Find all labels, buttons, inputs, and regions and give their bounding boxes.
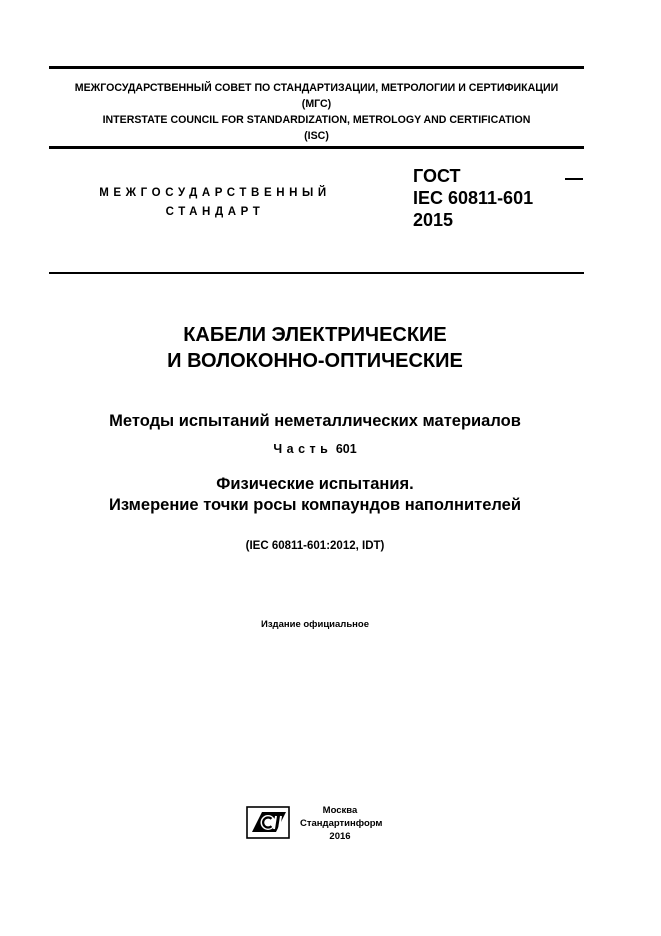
idt-reference: (IEC 60811-601:2012, IDT) (245, 540, 385, 552)
part-title-line2: Измерение точки росы компаундов наполнителей (109, 496, 521, 514)
part-number (0, 442, 630, 456)
standartinform-logo-icon (246, 806, 290, 839)
part-value: 601 (335, 442, 357, 456)
council-abbr-en: (ISC) (304, 130, 329, 142)
standard-number: IEC 60811-601 (413, 188, 534, 208)
part-title-line1: Физические испытания. (216, 475, 414, 493)
standard-label-line1: МЕЖГОСУДАРСТВЕННЫЙ (99, 187, 331, 199)
standard-label-line2: СТАНДАРТ (165, 206, 265, 218)
council-header (40, 80, 593, 144)
document-title (0, 322, 630, 374)
publisher-city: Москва (322, 805, 358, 816)
standard-label (70, 184, 360, 222)
designation-dash (565, 178, 583, 180)
edition-note: Издание официальное (261, 619, 369, 630)
document-subtitle: Методы испытаний неметаллических материалов (109, 412, 521, 430)
standard-designation (413, 165, 533, 231)
council-name-ru: МЕЖГОСУДАРСТВЕННЫЙ СОВЕТ ПО СТАНДАРТИЗАЦИИ, МЕТРОЛОГИИ И СЕРТИФИКАЦИИ (74, 82, 559, 94)
designation-rule (49, 272, 584, 274)
council-name-en: INTERSTATE COUNCIL FOR STANDARDIZATION, METROLOGY AND CERTIFICATION (102, 114, 531, 126)
publisher-name: Стандартинформ (300, 818, 383, 829)
council-abbr-ru: (МГС) (301, 98, 332, 110)
part-title (0, 474, 630, 516)
publisher-year: 2016 (329, 831, 351, 842)
standard-year: 2015 (413, 210, 454, 230)
title-line1: КАБЕЛИ ЭЛЕКТРИЧЕСКИЕ (183, 324, 447, 346)
part-word: Часть (273, 442, 333, 456)
top-rule (49, 66, 584, 69)
header-rule (49, 146, 584, 149)
title-line2: И ВОЛОКОННО-ОПТИЧЕСКИЕ (167, 350, 463, 372)
gost-label: ГОСТ (413, 166, 461, 186)
publisher-block (300, 804, 383, 843)
